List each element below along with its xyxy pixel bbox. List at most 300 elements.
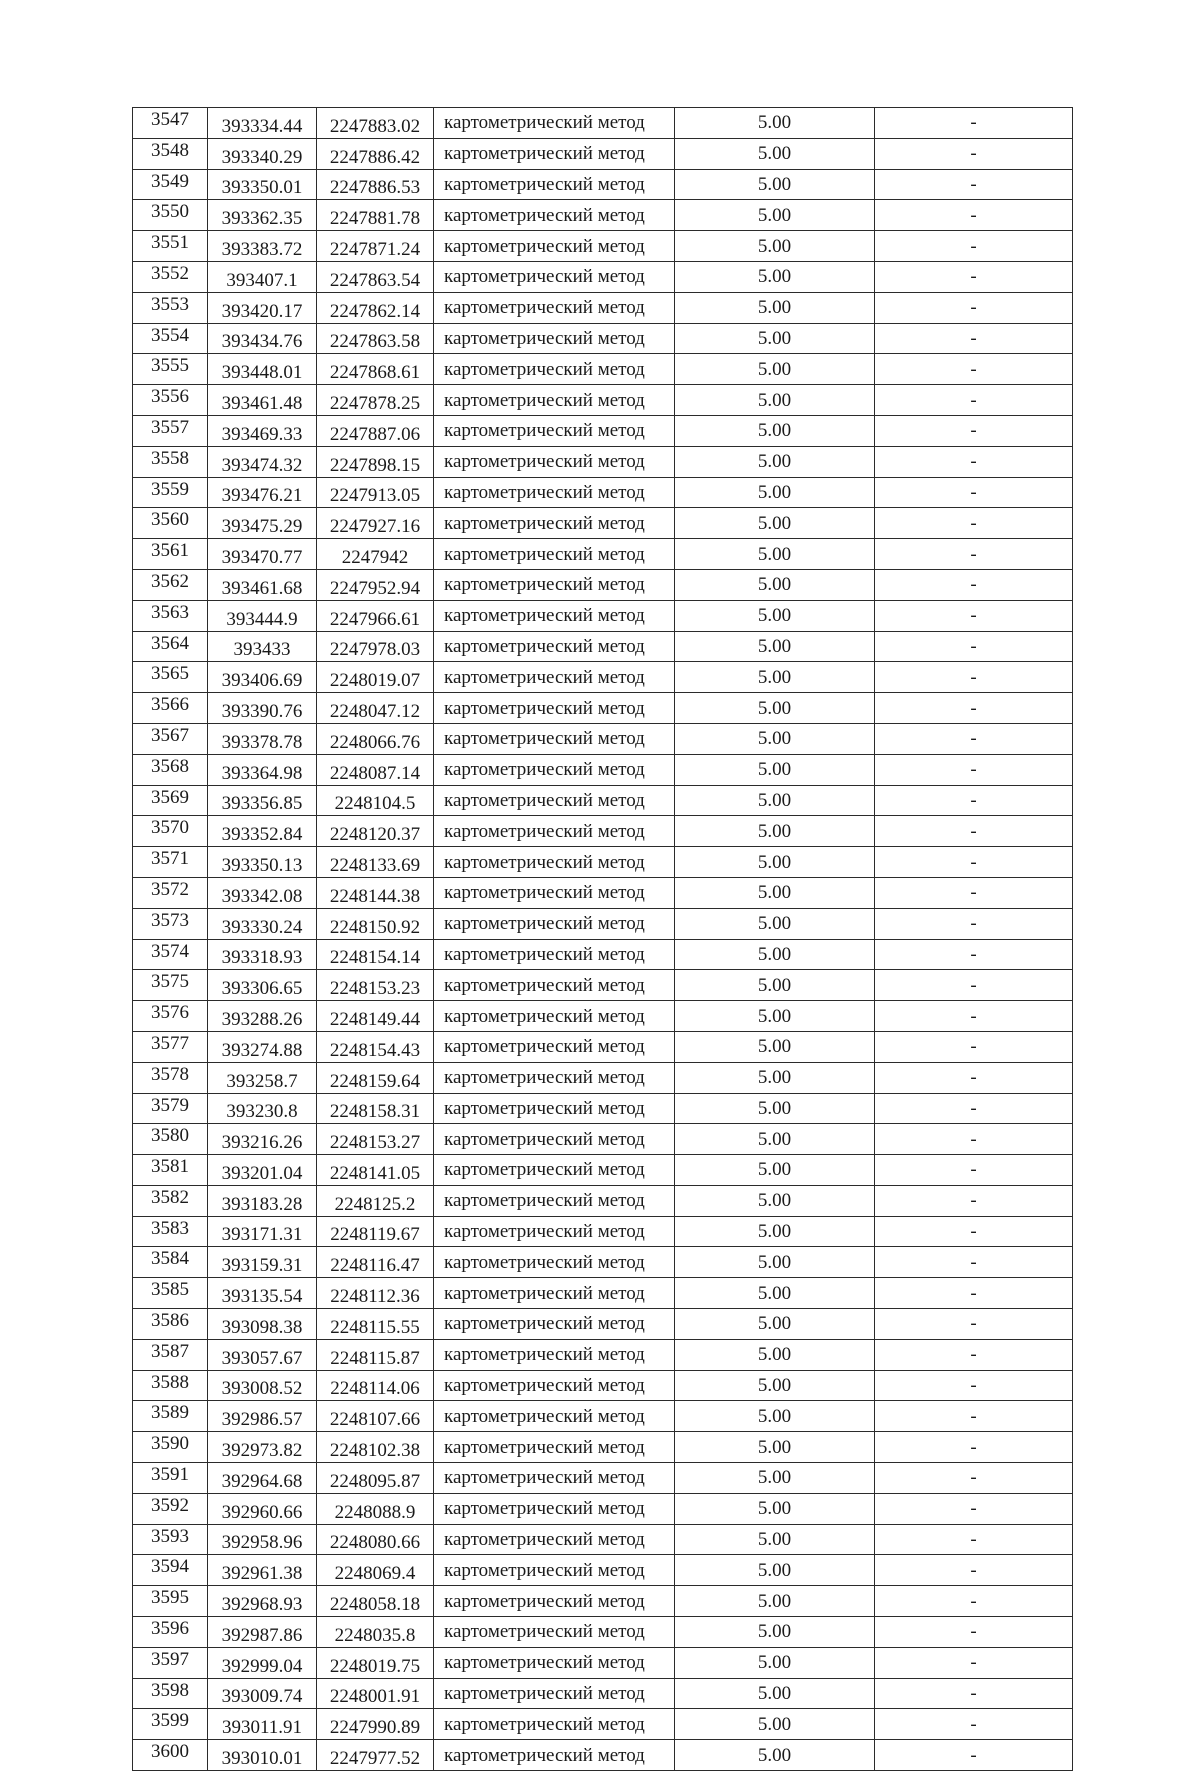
y-coordinate-cell: 2248144.38 bbox=[317, 877, 434, 908]
description-cell: - bbox=[875, 816, 1073, 847]
description-cell: - bbox=[875, 1062, 1073, 1093]
accuracy-cell: 5.00 bbox=[675, 754, 875, 785]
accuracy-cell: 5.00 bbox=[675, 1247, 875, 1278]
table-row bbox=[133, 354, 1073, 385]
method-cell: картометрический метод bbox=[434, 693, 675, 724]
accuracy-cell: 5.00 bbox=[675, 1493, 875, 1524]
y-coordinate-cell: 2248159.64 bbox=[317, 1062, 434, 1093]
point-number-cell: 3586 bbox=[133, 1309, 208, 1340]
table-row bbox=[133, 1555, 1073, 1586]
description-cell: - bbox=[875, 1463, 1073, 1494]
accuracy-cell: 5.00 bbox=[675, 1185, 875, 1216]
accuracy-cell: 5.00 bbox=[675, 1093, 875, 1124]
method-cell: картометрический метод bbox=[434, 1401, 675, 1432]
y-coordinate-cell: 2248058.18 bbox=[317, 1586, 434, 1617]
accuracy-cell: 5.00 bbox=[675, 816, 875, 847]
description-cell: - bbox=[875, 415, 1073, 446]
accuracy-cell: 5.00 bbox=[675, 1432, 875, 1463]
method-cell: картометрический метод bbox=[434, 1709, 675, 1740]
accuracy-cell: 5.00 bbox=[675, 1709, 875, 1740]
y-coordinate-cell: 2248133.69 bbox=[317, 847, 434, 878]
x-coordinate-cell: 393356.85 bbox=[208, 785, 317, 816]
x-coordinate-cell: 393461.68 bbox=[208, 569, 317, 600]
table-row bbox=[133, 1124, 1073, 1155]
table-row bbox=[133, 1524, 1073, 1555]
table-row bbox=[133, 1586, 1073, 1617]
description-cell: - bbox=[875, 261, 1073, 292]
method-cell: картометрический метод bbox=[434, 292, 675, 323]
table-row bbox=[133, 1093, 1073, 1124]
accuracy-cell: 5.00 bbox=[675, 1062, 875, 1093]
x-coordinate-cell: 393433 bbox=[208, 631, 317, 662]
accuracy-cell: 5.00 bbox=[675, 138, 875, 169]
accuracy-cell: 5.00 bbox=[675, 1216, 875, 1247]
table-row bbox=[133, 877, 1073, 908]
x-coordinate-cell: 393364.98 bbox=[208, 754, 317, 785]
method-cell: картометрический метод bbox=[434, 847, 675, 878]
y-coordinate-cell: 2248001.91 bbox=[317, 1678, 434, 1709]
accuracy-cell: 5.00 bbox=[675, 693, 875, 724]
table-row bbox=[133, 200, 1073, 231]
method-cell: картометрический метод bbox=[434, 1555, 675, 1586]
x-coordinate-cell: 393009.74 bbox=[208, 1678, 317, 1709]
y-coordinate-cell: 2248066.76 bbox=[317, 723, 434, 754]
method-cell: картометрический метод bbox=[434, 1185, 675, 1216]
table-row bbox=[133, 415, 1073, 446]
accuracy-cell: 5.00 bbox=[675, 231, 875, 262]
method-cell: картометрический метод bbox=[434, 939, 675, 970]
accuracy-cell: 5.00 bbox=[675, 631, 875, 662]
point-number-cell: 3594 bbox=[133, 1555, 208, 1586]
description-cell: - bbox=[875, 1678, 1073, 1709]
table-row bbox=[133, 1678, 1073, 1709]
method-cell: картометрический метод bbox=[434, 1463, 675, 1494]
method-cell: картометрический метод bbox=[434, 569, 675, 600]
y-coordinate-cell: 2247898.15 bbox=[317, 446, 434, 477]
accuracy-cell: 5.00 bbox=[675, 1524, 875, 1555]
point-number-cell: 3571 bbox=[133, 847, 208, 878]
method-cell: картометрический метод bbox=[434, 816, 675, 847]
description-cell: - bbox=[875, 539, 1073, 570]
accuracy-cell: 5.00 bbox=[675, 1463, 875, 1494]
point-number-cell: 3570 bbox=[133, 816, 208, 847]
table-row bbox=[133, 1709, 1073, 1740]
x-coordinate-cell: 393057.67 bbox=[208, 1339, 317, 1370]
accuracy-cell: 5.00 bbox=[675, 539, 875, 570]
point-number-cell: 3565 bbox=[133, 662, 208, 693]
x-coordinate-cell: 392961.38 bbox=[208, 1555, 317, 1586]
accuracy-cell: 5.00 bbox=[675, 723, 875, 754]
point-number-cell: 3564 bbox=[133, 631, 208, 662]
x-coordinate-cell: 393274.88 bbox=[208, 1031, 317, 1062]
x-coordinate-cell: 393362.35 bbox=[208, 200, 317, 231]
x-coordinate-cell: 392964.68 bbox=[208, 1463, 317, 1494]
x-coordinate-cell: 393352.84 bbox=[208, 816, 317, 847]
description-cell: - bbox=[875, 1401, 1073, 1432]
x-coordinate-cell: 393383.72 bbox=[208, 231, 317, 262]
y-coordinate-cell: 2247966.61 bbox=[317, 600, 434, 631]
method-cell: картометрический метод bbox=[434, 1524, 675, 1555]
table-row bbox=[133, 939, 1073, 970]
table-row bbox=[133, 1309, 1073, 1340]
description-cell: - bbox=[875, 446, 1073, 477]
x-coordinate-cell: 393342.08 bbox=[208, 877, 317, 908]
method-cell: картометрический метод bbox=[434, 477, 675, 508]
accuracy-cell: 5.00 bbox=[675, 1740, 875, 1771]
description-cell: - bbox=[875, 1709, 1073, 1740]
table-row bbox=[133, 1740, 1073, 1771]
x-coordinate-cell: 392999.04 bbox=[208, 1647, 317, 1678]
method-cell: картометрический метод bbox=[434, 415, 675, 446]
y-coordinate-cell: 2247977.52 bbox=[317, 1740, 434, 1771]
description-cell: - bbox=[875, 1278, 1073, 1309]
y-coordinate-cell: 2248095.87 bbox=[317, 1463, 434, 1494]
point-number-cell: 3592 bbox=[133, 1493, 208, 1524]
x-coordinate-cell: 393340.29 bbox=[208, 138, 317, 169]
y-coordinate-cell: 2247868.61 bbox=[317, 354, 434, 385]
description-cell: - bbox=[875, 1586, 1073, 1617]
description-cell: - bbox=[875, 662, 1073, 693]
point-number-cell: 3550 bbox=[133, 200, 208, 231]
point-number-cell: 3585 bbox=[133, 1278, 208, 1309]
x-coordinate-cell: 392958.96 bbox=[208, 1524, 317, 1555]
table-row bbox=[133, 785, 1073, 816]
method-cell: картометрический метод bbox=[434, 877, 675, 908]
accuracy-cell: 5.00 bbox=[675, 1309, 875, 1340]
point-number-cell: 3560 bbox=[133, 508, 208, 539]
x-coordinate-cell: 393201.04 bbox=[208, 1155, 317, 1186]
x-coordinate-cell: 393306.65 bbox=[208, 970, 317, 1001]
description-cell: - bbox=[875, 292, 1073, 323]
x-coordinate-cell: 393288.26 bbox=[208, 1001, 317, 1032]
y-coordinate-cell: 2248120.37 bbox=[317, 816, 434, 847]
description-cell: - bbox=[875, 693, 1073, 724]
description-cell: - bbox=[875, 508, 1073, 539]
accuracy-cell: 5.00 bbox=[675, 1401, 875, 1432]
method-cell: картометрический метод bbox=[434, 446, 675, 477]
point-number-cell: 3578 bbox=[133, 1062, 208, 1093]
accuracy-cell: 5.00 bbox=[675, 1278, 875, 1309]
accuracy-cell: 5.00 bbox=[675, 385, 875, 416]
table-row bbox=[133, 1031, 1073, 1062]
table-row bbox=[133, 1647, 1073, 1678]
x-coordinate-cell: 393350.01 bbox=[208, 169, 317, 200]
y-coordinate-cell: 2248102.38 bbox=[317, 1432, 434, 1463]
method-cell: картометрический метод bbox=[434, 385, 675, 416]
method-cell: картометрический метод bbox=[434, 323, 675, 354]
point-number-cell: 3554 bbox=[133, 323, 208, 354]
table-row bbox=[133, 816, 1073, 847]
accuracy-cell: 5.00 bbox=[675, 1155, 875, 1186]
method-cell: картометрический метод bbox=[434, 1432, 675, 1463]
coordinates-table-body bbox=[133, 108, 1073, 1771]
table-row bbox=[133, 754, 1073, 785]
x-coordinate-cell: 393011.91 bbox=[208, 1709, 317, 1740]
description-cell: - bbox=[875, 1617, 1073, 1648]
x-coordinate-cell: 393183.28 bbox=[208, 1185, 317, 1216]
point-number-cell: 3575 bbox=[133, 970, 208, 1001]
table-row bbox=[133, 323, 1073, 354]
point-number-cell: 3548 bbox=[133, 138, 208, 169]
point-number-cell: 3569 bbox=[133, 785, 208, 816]
x-coordinate-cell: 393390.76 bbox=[208, 693, 317, 724]
accuracy-cell: 5.00 bbox=[675, 600, 875, 631]
accuracy-cell: 5.00 bbox=[675, 508, 875, 539]
method-cell: картометрический метод bbox=[434, 1062, 675, 1093]
description-cell: - bbox=[875, 1493, 1073, 1524]
y-coordinate-cell: 2248150.92 bbox=[317, 908, 434, 939]
point-number-cell: 3561 bbox=[133, 539, 208, 570]
accuracy-cell: 5.00 bbox=[675, 662, 875, 693]
point-number-cell: 3573 bbox=[133, 908, 208, 939]
accuracy-cell: 5.00 bbox=[675, 446, 875, 477]
y-coordinate-cell: 2248087.14 bbox=[317, 754, 434, 785]
table-row bbox=[133, 1247, 1073, 1278]
accuracy-cell: 5.00 bbox=[675, 200, 875, 231]
table-row bbox=[133, 138, 1073, 169]
description-cell: - bbox=[875, 1370, 1073, 1401]
y-coordinate-cell: 2248116.47 bbox=[317, 1247, 434, 1278]
x-coordinate-cell: 393330.24 bbox=[208, 908, 317, 939]
point-number-cell: 3582 bbox=[133, 1185, 208, 1216]
x-coordinate-cell: 392960.66 bbox=[208, 1493, 317, 1524]
method-cell: картометрический метод bbox=[434, 723, 675, 754]
point-number-cell: 3579 bbox=[133, 1093, 208, 1124]
x-coordinate-cell: 393461.48 bbox=[208, 385, 317, 416]
y-coordinate-cell: 2248149.44 bbox=[317, 1001, 434, 1032]
y-coordinate-cell: 2248019.07 bbox=[317, 662, 434, 693]
accuracy-cell: 5.00 bbox=[675, 1339, 875, 1370]
description-cell: - bbox=[875, 785, 1073, 816]
table-row bbox=[133, 723, 1073, 754]
accuracy-cell: 5.00 bbox=[675, 1124, 875, 1155]
accuracy-cell: 5.00 bbox=[675, 939, 875, 970]
x-coordinate-cell: 393135.54 bbox=[208, 1278, 317, 1309]
description-cell: - bbox=[875, 1185, 1073, 1216]
point-number-cell: 3547 bbox=[133, 108, 208, 139]
y-coordinate-cell: 2247942 bbox=[317, 539, 434, 570]
y-coordinate-cell: 2247952.94 bbox=[317, 569, 434, 600]
table-row bbox=[133, 970, 1073, 1001]
x-coordinate-cell: 393475.29 bbox=[208, 508, 317, 539]
y-coordinate-cell: 2247863.54 bbox=[317, 261, 434, 292]
method-cell: картометрический метод bbox=[434, 1155, 675, 1186]
point-number-cell: 3577 bbox=[133, 1031, 208, 1062]
method-cell: картометрический метод bbox=[434, 785, 675, 816]
point-number-cell: 3557 bbox=[133, 415, 208, 446]
y-coordinate-cell: 2248119.67 bbox=[317, 1216, 434, 1247]
point-number-cell: 3597 bbox=[133, 1647, 208, 1678]
y-coordinate-cell: 2247913.05 bbox=[317, 477, 434, 508]
point-number-cell: 3563 bbox=[133, 600, 208, 631]
description-cell: - bbox=[875, 1247, 1073, 1278]
method-cell: картометрический метод bbox=[434, 169, 675, 200]
y-coordinate-cell: 2247886.42 bbox=[317, 138, 434, 169]
x-coordinate-cell: 392968.93 bbox=[208, 1586, 317, 1617]
x-coordinate-cell: 393318.93 bbox=[208, 939, 317, 970]
x-coordinate-cell: 393476.21 bbox=[208, 477, 317, 508]
method-cell: картометрический метод bbox=[434, 231, 675, 262]
description-cell: - bbox=[875, 108, 1073, 139]
point-number-cell: 3598 bbox=[133, 1678, 208, 1709]
accuracy-cell: 5.00 bbox=[675, 1678, 875, 1709]
y-coordinate-cell: 2248141.05 bbox=[317, 1155, 434, 1186]
coordinates-table bbox=[132, 107, 1073, 1771]
point-number-cell: 3584 bbox=[133, 1247, 208, 1278]
y-coordinate-cell: 2248154.14 bbox=[317, 939, 434, 970]
point-number-cell: 3589 bbox=[133, 1401, 208, 1432]
table-row bbox=[133, 908, 1073, 939]
table-row bbox=[133, 508, 1073, 539]
y-coordinate-cell: 2247871.24 bbox=[317, 231, 434, 262]
point-number-cell: 3593 bbox=[133, 1524, 208, 1555]
x-coordinate-cell: 393098.38 bbox=[208, 1309, 317, 1340]
x-coordinate-cell: 393159.31 bbox=[208, 1247, 317, 1278]
y-coordinate-cell: 2247862.14 bbox=[317, 292, 434, 323]
method-cell: картометрический метод bbox=[434, 108, 675, 139]
y-coordinate-cell: 2248107.66 bbox=[317, 1401, 434, 1432]
accuracy-cell: 5.00 bbox=[675, 261, 875, 292]
table-row bbox=[133, 693, 1073, 724]
method-cell: картометрический метод bbox=[434, 1093, 675, 1124]
y-coordinate-cell: 2247887.06 bbox=[317, 415, 434, 446]
point-number-cell: 3566 bbox=[133, 693, 208, 724]
description-cell: - bbox=[875, 1555, 1073, 1586]
point-number-cell: 3551 bbox=[133, 231, 208, 262]
method-cell: картометрический метод bbox=[434, 1031, 675, 1062]
y-coordinate-cell: 2248125.2 bbox=[317, 1185, 434, 1216]
method-cell: картометрический метод bbox=[434, 1001, 675, 1032]
method-cell: картометрический метод bbox=[434, 1278, 675, 1309]
method-cell: картометрический метод bbox=[434, 200, 675, 231]
x-coordinate-cell: 393434.76 bbox=[208, 323, 317, 354]
method-cell: картометрический метод bbox=[434, 1124, 675, 1155]
description-cell: - bbox=[875, 1031, 1073, 1062]
description-cell: - bbox=[875, 847, 1073, 878]
point-number-cell: 3590 bbox=[133, 1432, 208, 1463]
x-coordinate-cell: 393407.1 bbox=[208, 261, 317, 292]
point-number-cell: 3576 bbox=[133, 1001, 208, 1032]
x-coordinate-cell: 392987.86 bbox=[208, 1617, 317, 1648]
accuracy-cell: 5.00 bbox=[675, 970, 875, 1001]
point-number-cell: 3574 bbox=[133, 939, 208, 970]
table-row bbox=[133, 1185, 1073, 1216]
y-coordinate-cell: 2247878.25 bbox=[317, 385, 434, 416]
table-row bbox=[133, 385, 1073, 416]
y-coordinate-cell: 2247927.16 bbox=[317, 508, 434, 539]
x-coordinate-cell: 392973.82 bbox=[208, 1432, 317, 1463]
table-row bbox=[133, 569, 1073, 600]
y-coordinate-cell: 2248019.75 bbox=[317, 1647, 434, 1678]
x-coordinate-cell: 393474.32 bbox=[208, 446, 317, 477]
description-cell: - bbox=[875, 1216, 1073, 1247]
description-cell: - bbox=[875, 138, 1073, 169]
y-coordinate-cell: 2247978.03 bbox=[317, 631, 434, 662]
table-row bbox=[133, 1278, 1073, 1309]
y-coordinate-cell: 2248154.43 bbox=[317, 1031, 434, 1062]
method-cell: картометрический метод bbox=[434, 1370, 675, 1401]
method-cell: картометрический метод bbox=[434, 1247, 675, 1278]
x-coordinate-cell: 393470.77 bbox=[208, 539, 317, 570]
point-number-cell: 3549 bbox=[133, 169, 208, 200]
description-cell: - bbox=[875, 569, 1073, 600]
point-number-cell: 3572 bbox=[133, 877, 208, 908]
method-cell: картометрический метод bbox=[434, 1309, 675, 1340]
accuracy-cell: 5.00 bbox=[675, 415, 875, 446]
method-cell: картометрический метод bbox=[434, 970, 675, 1001]
y-coordinate-cell: 2247990.89 bbox=[317, 1709, 434, 1740]
x-coordinate-cell: 393216.26 bbox=[208, 1124, 317, 1155]
accuracy-cell: 5.00 bbox=[675, 477, 875, 508]
y-coordinate-cell: 2247881.78 bbox=[317, 200, 434, 231]
description-cell: - bbox=[875, 1740, 1073, 1771]
point-number-cell: 3568 bbox=[133, 754, 208, 785]
table-row bbox=[133, 292, 1073, 323]
method-cell: картометрический метод bbox=[434, 539, 675, 570]
method-cell: картометрический метод bbox=[434, 508, 675, 539]
point-number-cell: 3552 bbox=[133, 261, 208, 292]
method-cell: картометрический метод bbox=[434, 662, 675, 693]
method-cell: картометрический метод bbox=[434, 1617, 675, 1648]
point-number-cell: 3588 bbox=[133, 1370, 208, 1401]
method-cell: картометрический метод bbox=[434, 631, 675, 662]
description-cell: - bbox=[875, 323, 1073, 354]
point-number-cell: 3587 bbox=[133, 1339, 208, 1370]
description-cell: - bbox=[875, 939, 1073, 970]
method-cell: картометрический метод bbox=[434, 354, 675, 385]
x-coordinate-cell: 393469.33 bbox=[208, 415, 317, 446]
table-row bbox=[133, 1617, 1073, 1648]
table-row bbox=[133, 1463, 1073, 1494]
y-coordinate-cell: 2248153.23 bbox=[317, 970, 434, 1001]
x-coordinate-cell: 393444.9 bbox=[208, 600, 317, 631]
method-cell: картометрический метод bbox=[434, 1493, 675, 1524]
description-cell: - bbox=[875, 970, 1073, 1001]
description-cell: - bbox=[875, 723, 1073, 754]
table-row bbox=[133, 631, 1073, 662]
x-coordinate-cell: 392986.57 bbox=[208, 1401, 317, 1432]
point-number-cell: 3555 bbox=[133, 354, 208, 385]
accuracy-cell: 5.00 bbox=[675, 847, 875, 878]
table-row bbox=[133, 446, 1073, 477]
accuracy-cell: 5.00 bbox=[675, 1031, 875, 1062]
accuracy-cell: 5.00 bbox=[675, 108, 875, 139]
table-row bbox=[133, 600, 1073, 631]
description-cell: - bbox=[875, 631, 1073, 662]
description-cell: - bbox=[875, 385, 1073, 416]
accuracy-cell: 5.00 bbox=[675, 877, 875, 908]
x-coordinate-cell: 393010.01 bbox=[208, 1740, 317, 1771]
x-coordinate-cell: 393171.31 bbox=[208, 1216, 317, 1247]
point-number-cell: 3591 bbox=[133, 1463, 208, 1494]
y-coordinate-cell: 2248104.5 bbox=[317, 785, 434, 816]
accuracy-cell: 5.00 bbox=[675, 908, 875, 939]
point-number-cell: 3600 bbox=[133, 1740, 208, 1771]
table-row bbox=[133, 539, 1073, 570]
description-cell: - bbox=[875, 1339, 1073, 1370]
table-row bbox=[133, 1216, 1073, 1247]
method-cell: картометрический метод bbox=[434, 1647, 675, 1678]
description-cell: - bbox=[875, 200, 1073, 231]
y-coordinate-cell: 2248153.27 bbox=[317, 1124, 434, 1155]
x-coordinate-cell: 393350.13 bbox=[208, 847, 317, 878]
point-number-cell: 3559 bbox=[133, 477, 208, 508]
x-coordinate-cell: 393406.69 bbox=[208, 662, 317, 693]
accuracy-cell: 5.00 bbox=[675, 1617, 875, 1648]
description-cell: - bbox=[875, 169, 1073, 200]
description-cell: - bbox=[875, 1432, 1073, 1463]
accuracy-cell: 5.00 bbox=[675, 1586, 875, 1617]
